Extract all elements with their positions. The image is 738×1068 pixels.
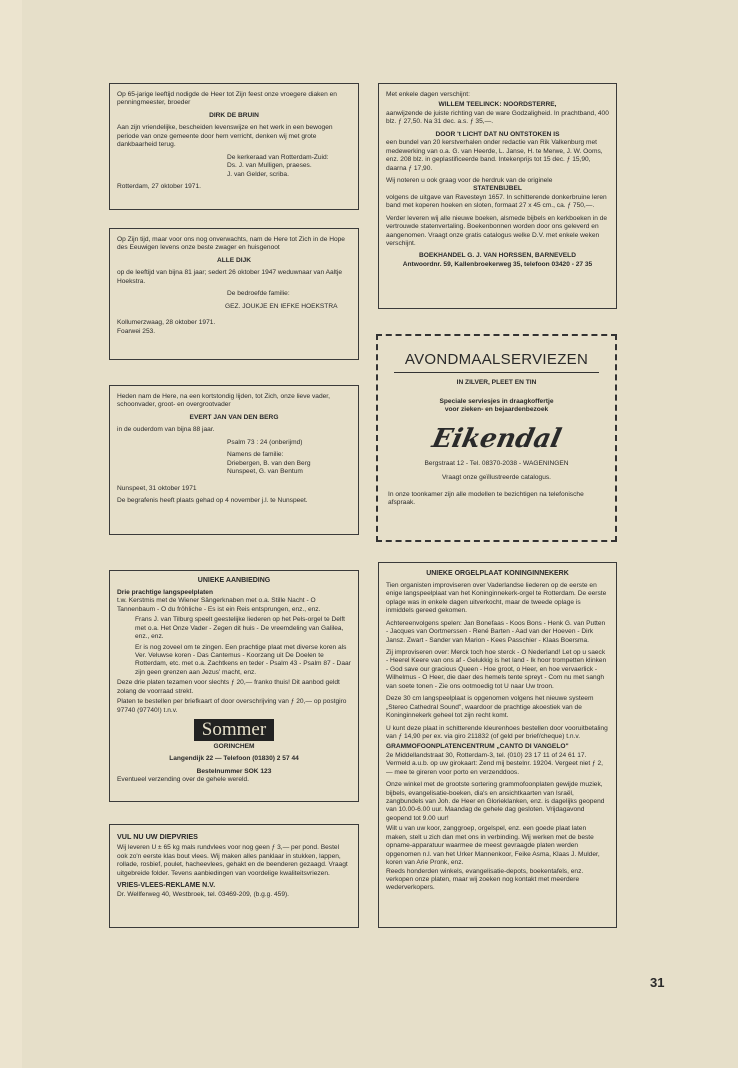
book-title: STATENBIJBEL (473, 185, 522, 193)
book-title: DOOR 't LICHT DAT NU ONTSTOKEN IS (435, 130, 560, 138)
family-names: GEZ. JOUKJE EN IEFKE HOEKSTRA (225, 302, 338, 310)
address: Bergstraat 12 - Tel. 08370-2038 - WAGENINGEN (424, 459, 569, 467)
recording-text: Wilt u van uw koor, zanggroep, orgelspel, enz. een goede plaat laten maken, stelt u zich dan met ons in verbinding. Wij werken met de beste opname-apparatuur waarmee de meest gevraagde platen werden opgenomen n.l. van het Urker Mannenkoor, Feike Asma, Klaas J. Mulder, koren van Arie Pronk, enz. (386, 825, 600, 867)
special-line-1: Speciale serviesjes in draagkoffertje (439, 397, 554, 405)
deceased-name: DIRK DE BRUIN (209, 111, 259, 119)
obituary-dirk-de-bruin (109, 83, 359, 210)
sommer-record-offer (109, 570, 359, 802)
place-date: Rotterdam, 27 oktober 1971. (117, 182, 201, 190)
body-text: Verder leveren wij alle nieuwe boeken, alsmede bijbels en kerkboeken in de vertrouwde statenvertaling. Boekenbonnen worden door ons geleverd en aangenomen. Vraagt onze gratis catalogus welke D.V. met enkele weken verschijnt. (386, 214, 608, 247)
place-date: Kollumerzwaag, 28 oktober 1971. (117, 319, 216, 327)
ad-title: AVONDMAALSERVIEZEN (404, 351, 589, 368)
book-text: een bundel van 20 kerstverhalen onder redactie van Rik Valkenburg met medewerking van o.a. G. van Heerde, L. Janse, H. te Merwe, J. W. Ooms, enz. 208 blz. in geplastificeerde band. Intekenprijs tot 15 dec. ƒ 15,90, daarna ƒ 17,90. (386, 139, 603, 172)
address: Foarwei 253. (117, 327, 156, 335)
bookshop-ad (378, 83, 617, 309)
age-text: in de ouderdom van bijna 88 jaar. (117, 426, 215, 434)
ad-title: VUL NU UW DIEPVRIES (117, 832, 198, 841)
address: Langendijk 22 — Telefoon (01830) 2 57 44 (169, 755, 299, 763)
psalm-ref: Psalm 73 : 24 (onberijmd) (227, 438, 303, 446)
intro-text: Op 65-jarige leeftijd nodigde de Heer tot Zijn feest onze vroegere diaken en penningmeester, broeder (117, 91, 337, 107)
special-line-2: voor zieken- en bejaardenbezoek (444, 406, 549, 414)
order-number: Bestelnummer SOK 123 (196, 767, 272, 775)
ad-subtitle: Drie prachtige langspeelplaten (117, 588, 214, 596)
deceased-name: ALLE DIJK (216, 256, 252, 264)
page-number: 31 (650, 975, 665, 990)
catalogue-text: Vraagt onze geïllustreerde catalogus. (442, 474, 551, 482)
book-text: aanwijzende de juiste richting van de ware Godzaligheid. In prachtband, 400 blz. ƒ 27,50. Na 31 dec. a.s. ƒ 35,—. (386, 109, 609, 126)
body-text: Deze 30 cm langspeelplaat is opgenomen volgens het nieuwe systeem „Stereo Cathedral Sound", waardoor de prachtige akoestiek van de Koninginnekerk geheel tot zijn recht komt. (386, 695, 594, 720)
ad-title: UNIEKE ORGELPLAAT KONINGINNEKERK (426, 570, 569, 577)
showroom-text: In onze toonkamer zijn alle modellen te bezichtigen na telefonische afspraak. (388, 490, 584, 507)
signature-line: De kerkeraad van Rotterdam-Zuid: (227, 153, 329, 161)
avondmaalserviezen-ad (376, 334, 617, 542)
orgelplaat-ad (378, 562, 617, 928)
intro-text: Op Zijn tijd, maar voor ons nog onverwachts, nam de Here tot Zich in de Hope des Eeuwigen levens onze beste zwager en huisgenoot (117, 236, 345, 252)
book-title: WILLEM TEELINCK: NOORDSTERRE, (438, 101, 557, 109)
family-label: De bedroefde familie: (227, 290, 290, 298)
family-name: Nunspeet, G. van Bentum (227, 468, 303, 476)
logo-text: Sommer (194, 719, 274, 741)
shipping-text: Eventueel verzending over de gehele wereld. (117, 776, 249, 784)
record-2: Frans J. van Tilburg speelt geestelijke liederen op het Pels-orgel te Delft met o.a. Het Onze Vader - Zegen dit huis - De vreemdeling van Galilea, enz., enz. (135, 616, 346, 641)
signature (117, 154, 351, 179)
intro-text: Heden nam de Here, na een kortstondig lijden, tot Zich, onze lieve vader, schoonvader, groot- en overgrootvader (117, 393, 330, 409)
company-name: GRAMMOFOONPLATENCENTRUM „CANTO DI VANGELO" (386, 743, 569, 751)
address: 2e Middellandstraat 30, Rotterdam-3, tel. (010) 23 17 11 of 24 61 17. Vermeld a.u.b. op uw girokaart: Zend mij bestelnr. 19204. Vergeet niet ƒ 2,— mee te gireren voor porto en verzenddoos. (386, 751, 603, 776)
obituary-evert-jan-van-den-berg (109, 385, 359, 535)
order-text: U kunt deze plaat in schitterende kleurenhoes bestellen door vooruitbetaling van ƒ 14,90 per ex. via giro 211832 (of geld per brief/cheque) t.n.v. (386, 724, 608, 740)
order-text: Platen te bestellen per briefkaart of door overschrijving van ƒ 20,— op postgiro 97740 (97740!) t.n.v. (117, 698, 347, 714)
sommer-logo (117, 719, 351, 741)
organists-text: Achtereenvolgens spelen: Jan Bonefaas - Koos Bons - Henk G. van Putten - Jacques van Oortmerssen - René Barten - Aad van der Hoeven - Dirk Jansz. Zwart - Sander van Marion - Kees Passchier - Klaas Boersma. (386, 619, 606, 644)
record-1: t.w. Kerstmis met de Wiener Sängerknaben met o.a. Stille Nacht - O Tannenbaum - O du fröhliche - Es ist ein Reis entsprungen, enz., enz. (117, 597, 321, 613)
company-name: VRIES-VLEES-REKLAME N.V. (117, 881, 216, 889)
price-text: Deze drie platen tezamen voor slechts ƒ 20,— franko thuis! Dit aanbod geldt zolang de voorraad strekt. (117, 679, 340, 695)
logo-city: GORINCHEM (213, 743, 255, 751)
deceased-name: EVERT JAN VAN DEN BERG (189, 413, 279, 421)
family-name: Driebergen, B. van den Berg (227, 459, 311, 467)
songs-text: Zij improviseren over: Merck toch hoe sterck - O Nederland! Let op u saeck - Heerel Keere van ons af - Gelukkig is het land - Ik hoor trompetten klinken - God save our gracious Queen - Hoe groot, o Heer, en hoe vervaerlick - Wilhelmus - O Heer, die daer des hemels tente spreyt - Com nu met sangh van soete tonen - Zie ons ootmoedig tot U naar Uw troon. (386, 649, 607, 690)
record-3: Er is nog zoveel om te zingen. Een prachtige plaat met diverse koren als Ver. Veluwse koren - Das Cantemus - Koorzang uit De Doelen te Rotterdam, etc. met o.a. Zachtkens en teder - Psalm 43 - Psalm 87 - Daar zijn geen grenzen aan Jezus' macht, enz. (135, 643, 351, 676)
body-text: Tien organisten improviseren over Vaderlandse liederen op de eerste en enige langspeelplaat van het Koninginnekerk-orgel te Rotterdam. De eerste oplage was in enkele dagen uitverkocht, maar de tweede oplage is inmiddels gereed gekomen. (386, 581, 607, 615)
resellers-text: Reeds honderden winkels, evangelisatie-depots, boekentafels, enz. verkopen onze platen, maar wij zoeken nog kontakt met meerdere wederverkopers. (386, 867, 584, 892)
obituary-alle-dijk (109, 228, 359, 360)
title-rule (394, 372, 599, 373)
body-text: Aan zijn vriendelijke, bescheiden levenswijze en het werk in een bewogen periode van onze gemeente door hem verricht, denken wij met grote dankbaarheid terug. (117, 124, 333, 149)
intro-text: Met enkele dagen verschijnt: (386, 91, 470, 98)
page-edge (0, 0, 22, 1068)
signature-line: Ds. J. van Mulligen, praeses. (227, 162, 312, 170)
body-text: op de leeftijd van bijna 81 jaar; sedert 26 oktober 1947 weduwnaar van Aaltje Hoekstra. (117, 269, 343, 285)
ad-title: UNIEKE AANBIEDING (197, 577, 271, 584)
address: Antwoordnr. 59, Kallenbroekerweg 35, telefoon 03420 - 27 35 (402, 260, 593, 268)
signature-line: J. van Gelder, scriba. (227, 170, 289, 178)
burial-text: De begrafenis heeft plaats gehad op 4 november j.l. te Nunspeet. (117, 496, 308, 504)
shop-text: Onze winkel met de grootste sortering grammofoonplaten gewijde muziek, bijbels, evangelisatie-boeken, dia's en ansichtkaarten van Israël, zangbundels van Joh. de Heer en Glorieklanken, enz. is dagelijks geopend van 10.00-6.00 uur. Maandag de gehele dag gesloten. Vrijdagavond geopend tot 9.00 uur! (386, 781, 605, 822)
eikendal-logo: Eikendal (429, 423, 564, 454)
place-date: Nunspeet, 31 oktober 1971 (117, 484, 197, 492)
body-text: Wij leveren U ± 65 kg mals rundvlees voor nog geen ƒ 3,— per pond. Bestel ook zo'n eerste klas bout vlees. Wij maken alles panklaar in stukken, lappen, rollade, rosbief, poulet, hacheevlees, gehakt en de beenderen gezaagd. Vraagt uitgebreide folder. Tevens aanbiedingen van voordelige kwaliteitsvriezen. (117, 844, 348, 877)
book-text: Wij noteren u ook graag voor de herdruk van de originele (386, 176, 553, 184)
family-label: Namens de familie: (227, 451, 284, 459)
ad-subtitle: IN ZILVER, PLEET EN TIN (456, 379, 537, 387)
book-text: volgens de uitgave van Ravesteyn 1657. In schitterende donkerbruine leren band met koperen hoeken en sloten, formaat 27 x 45 cm., ca. ƒ 750,—. (386, 193, 607, 210)
address: Dr. Wellferweg 40, Westbroek, tel. 03469-209, (b.g.g. 459). (117, 890, 290, 898)
shop-name: BOEKHANDEL G. J. VAN HORSSEN, BARNEVELD (419, 252, 576, 260)
diepvries-ad (109, 824, 359, 928)
